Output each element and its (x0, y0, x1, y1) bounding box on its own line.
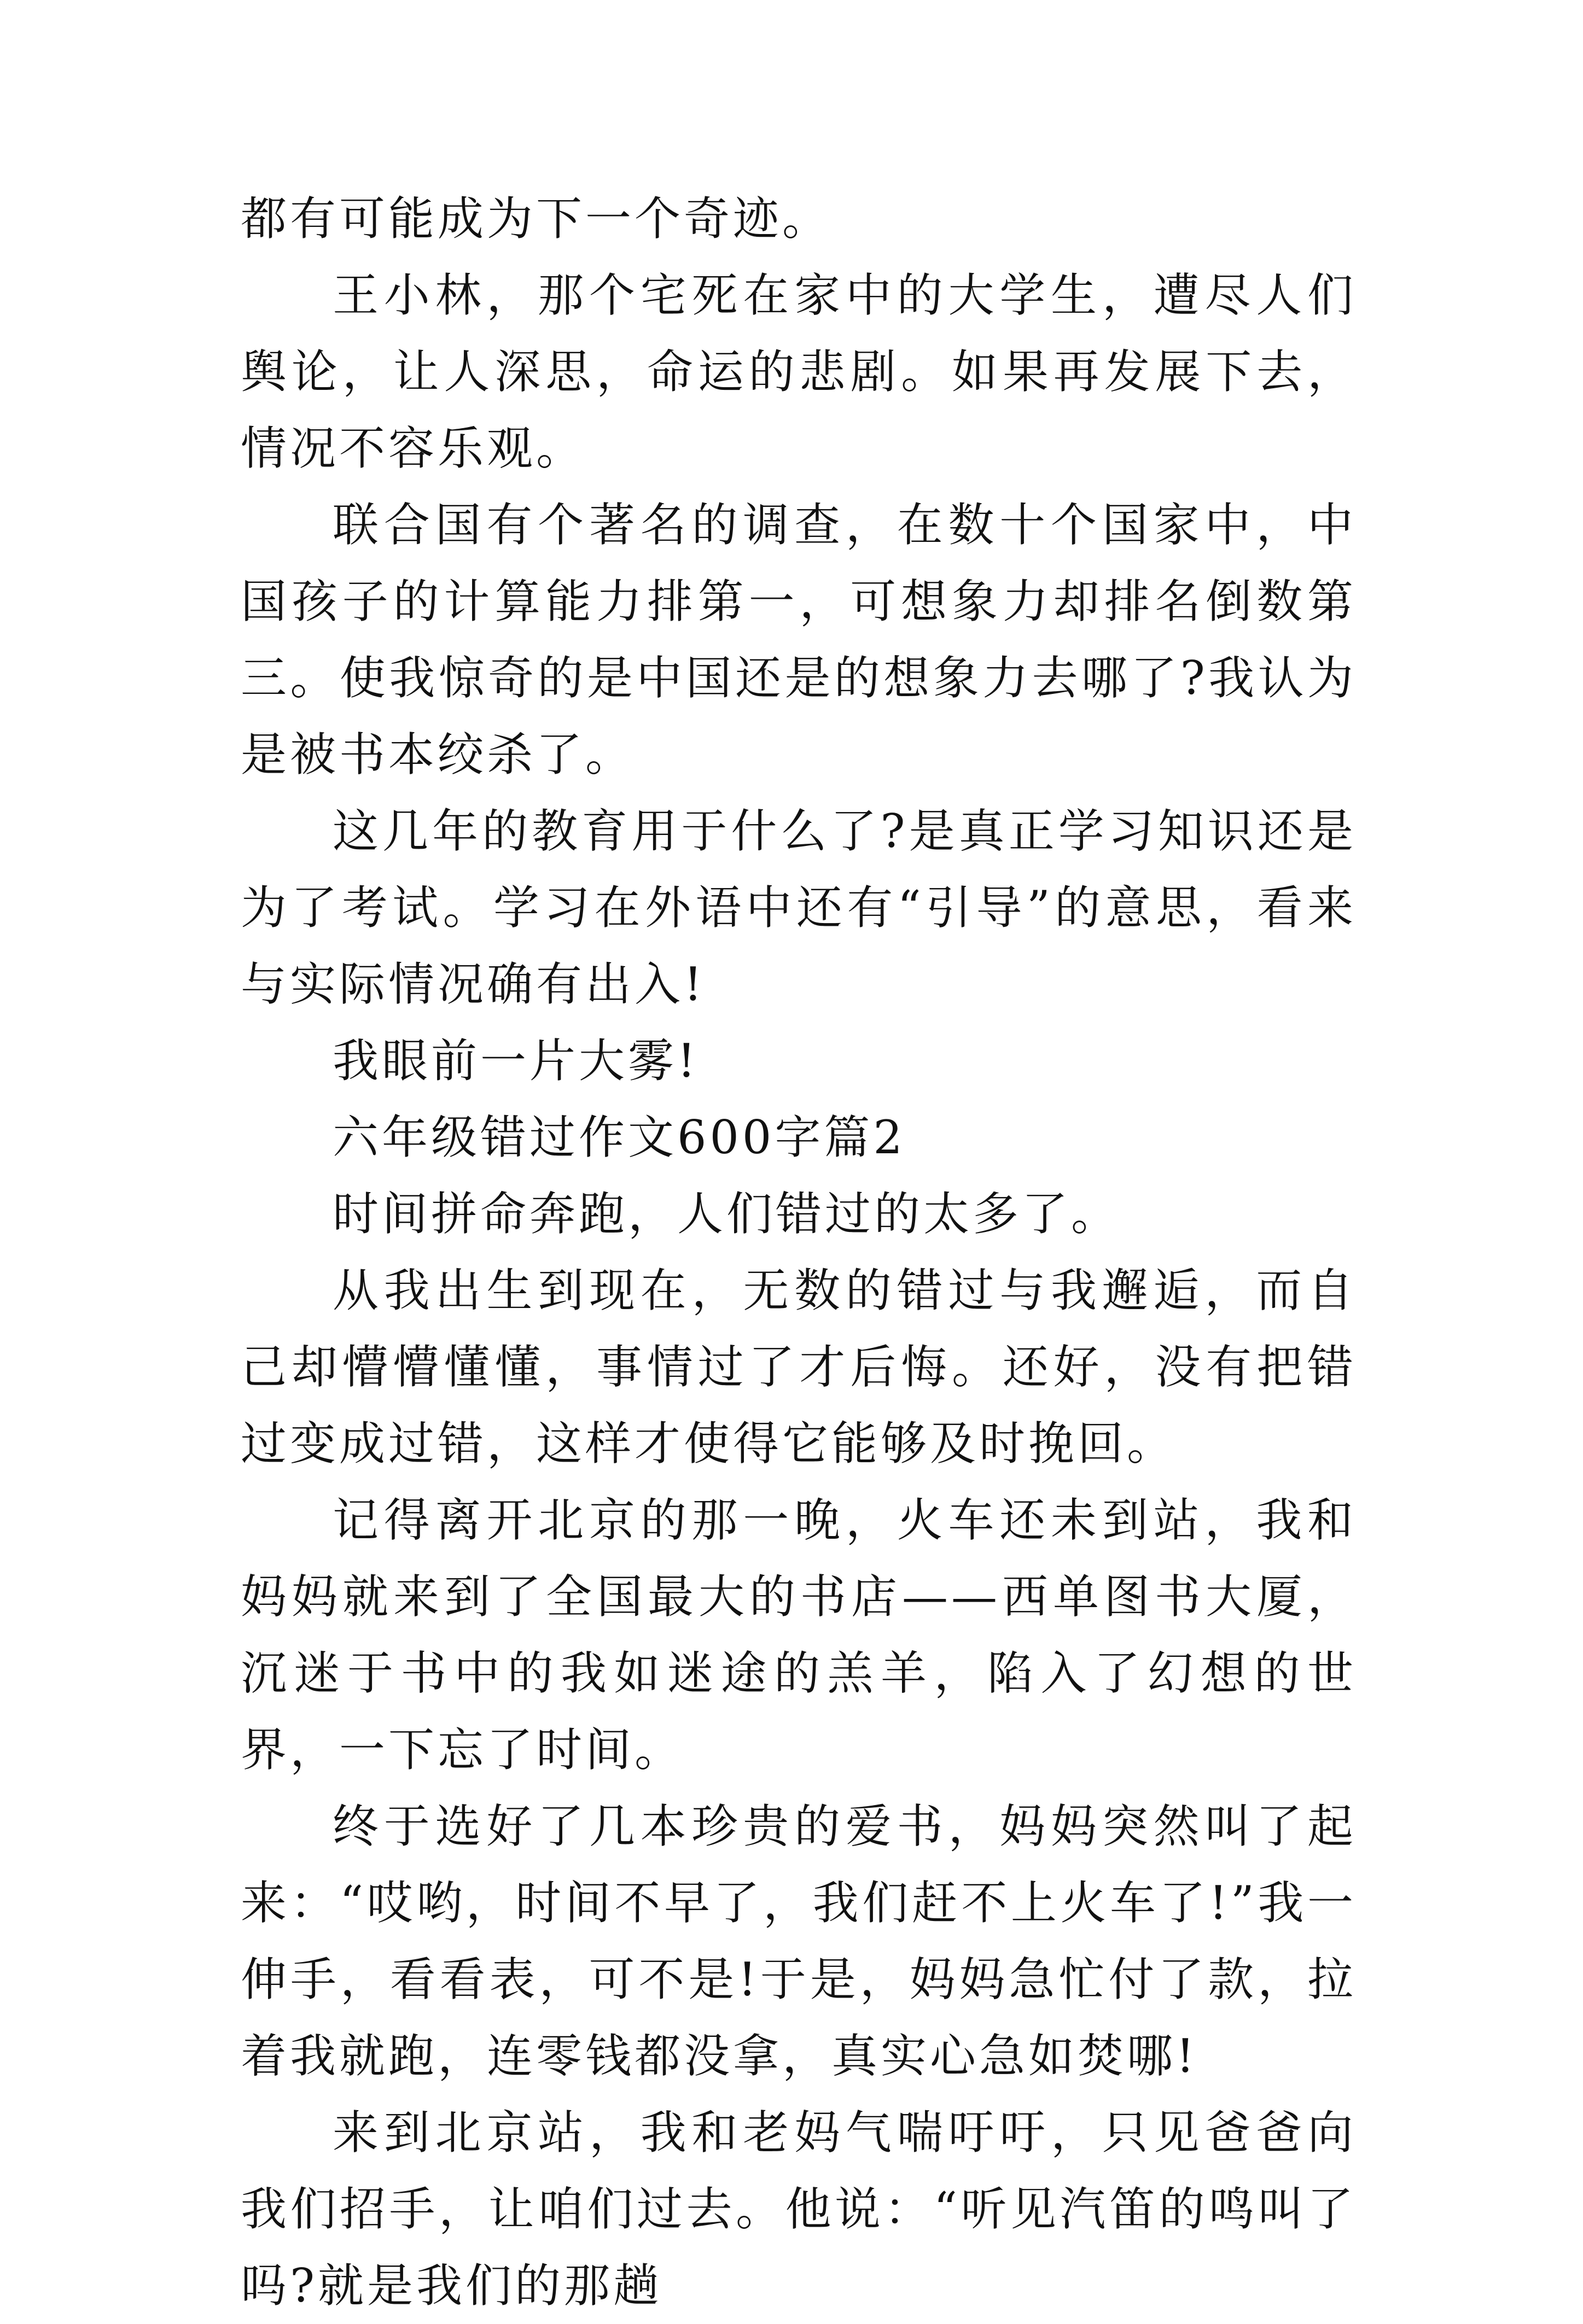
paragraph: 我眼前一片大雾! (333, 1034, 699, 1088)
paragraph: 从我出生到现在，无数的错过与我邂逅，而自己却懵懵懂懂，事情过了才后悔。还好，没有把错过变成过错，这样才使得它能够及时挽回。 (241, 1264, 1357, 1470)
paragraph: 来到北京站，我和老妈气喘吁吁，只见爸爸向我们招手，让咱们过去。他说：“听见汽笛的鸣叫了吗?就是我们的那趟 (241, 2106, 1357, 2313)
paragraph: 这几年的教育用于什么了?是真正学习知识还是为了考试。学习在外语中还有“引导”的意思，看来与实际情况确有出入! (241, 804, 1357, 1011)
paragraph: 时间拼命奔跑，人们错过的太多了。 (333, 1187, 1121, 1241)
section-heading: 六年级错过作文600字篇2 (333, 1111, 906, 1164)
paragraph: 联合国有个著名的调查，在数十个国家中，中国孩子的计算能力排第一，可想象力却排名倒数第三。使我惊奇的是中国还是的想象力去哪了?我认为是被书本绞杀了。 (241, 498, 1357, 781)
paragraph: 王小林，那个宅死在家中的大学生，遭尽人们舆论，让人深思，命运的悲剧。如果再发展下去，情况不容乐观。 (241, 268, 1357, 475)
paragraph: 终于选好了几本珍贵的爱书，妈妈突然叫了起来：“哎哟，时间不早了，我们赶不上火车了!”我一伸手，看看表，可不是!于是，妈妈急忙付了款，拉着我就跑，连零钱都没拿，真实心急如焚哪! (241, 1800, 1357, 2083)
article-body (241, 180, 1357, 2324)
paragraph: 记得离开北京的那一晚，火车还未到站，我和妈妈就来到了全国最大的书店——西单图书大厦，沉迷于书中的我如迷途的羔羊，陷入了幻想的世界，一下忘了时间。 (241, 1493, 1357, 1777)
paragraph: 都有可能成为下一个奇迹。 (241, 192, 832, 246)
